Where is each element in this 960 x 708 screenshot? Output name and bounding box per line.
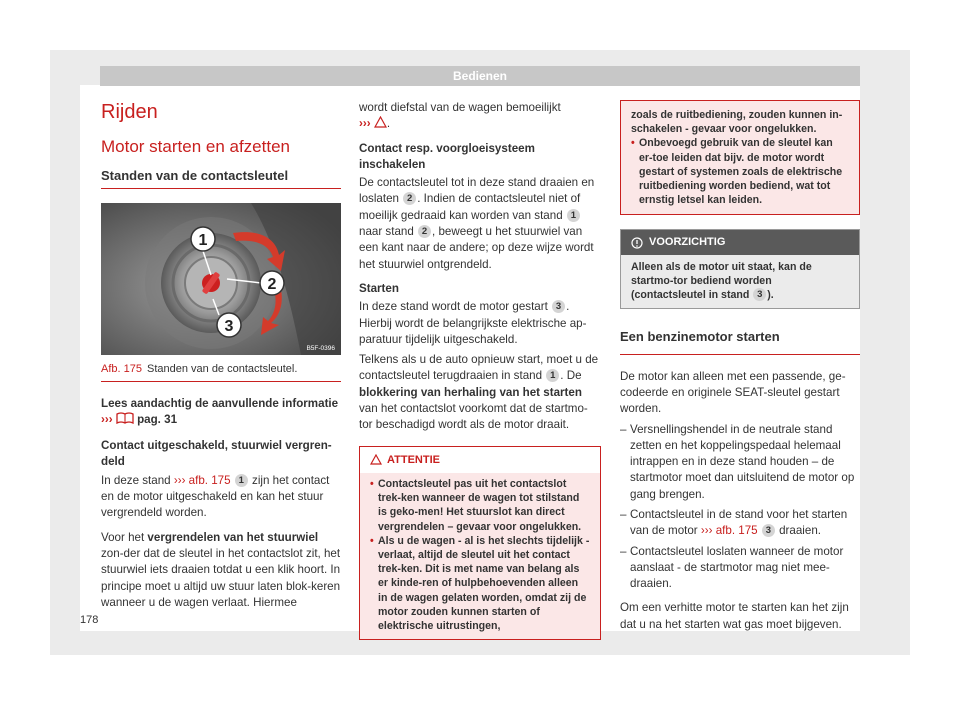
contact-on-paragraph: [359, 175, 601, 273]
p1-text-b: zijn het contact en de motor uitgeschakeld en kan het stuur vergrendeld worden.: [101, 473, 330, 520]
read-info-arrows: ›››: [101, 412, 113, 426]
section-header: Bedienen: [100, 66, 860, 86]
contact-off-paragraph: [101, 473, 341, 522]
pa-text-1: De contactsleutel tot in deze stand draaien en loslaten: [359, 176, 595, 206]
p2-text-b: zon-der dat de sleutel in het contactslot zit, het stuurwiel iets draaien totdat u een klik hoort. In principe moet u altijd uw stuur laten blok-keren wanneer u de wagen verlaat. Hiermee: [101, 546, 341, 609]
p2-bold: vergrendelen van het stuurwiel: [147, 530, 319, 544]
read-info-heading: [101, 396, 341, 429]
figure-code: B5F-0396: [306, 345, 335, 353]
step-end: draaien.: [779, 524, 821, 538]
attention-header: [360, 447, 600, 473]
warning-icon[interactable]: [374, 116, 387, 128]
attention-item: • Onbevoegd gebruik van de sleutel kan er-toe leiden dat bijv. de motor wordt gestart of systemen zoals de elektrische ruitbediening worden bediend, wat tot ernstig letsel kan leiden.: [631, 137, 843, 207]
position-badge: 3: [753, 288, 766, 301]
chapter-subtitle: Motor starten en afzetten: [101, 137, 290, 156]
caution-body: [621, 255, 859, 309]
attention-item-text: Als u de wagen - al is het slechts tijdelijk - verlaat, altijd de sleutel uit het contact trek-ken. Dit is met name van belang als er kinde-ren of hulpbehoevenden alleen in de wagen gelaten worden, omdat zij de motor zouden kunnen starten of elektrische uitrustingen,: [378, 534, 590, 632]
column-2: [359, 100, 601, 640]
closing-paragraph: Om een verhitte motor te starten kan het zijn dat u na het starten wat gas moet bijgeven.: [620, 601, 849, 631]
steering-lock-paragraph: [101, 530, 341, 611]
ps-text-2: . Hierbij wordt de belangrijkste elektrische ap-paratuur tijdelijk uitgeschakeld.: [359, 300, 587, 346]
position-badge: 1: [546, 369, 559, 382]
start-paragraph: [359, 299, 601, 348]
cont-arrows: ›››: [359, 117, 371, 131]
step-text: Contactsleutel in de stand voor het starten van de motor: [630, 508, 848, 538]
step-item: – Versnellingshendel in de neutrale stand zetten en het koppelingspedaal helemaal intrappen en in deze stand houden – de startmotor moet dan uitsluitend de motor op gang brengen.: [620, 422, 860, 503]
pt-text-3: van het contactslot voorkomt dat de startmo-tor beschadigd wordt als de motor draait.: [359, 402, 588, 432]
caution-title: VOORZICHTIG: [649, 236, 726, 249]
contact-off-heading: Contact uitgeschakeld, stuurwiel vergren-deld: [101, 439, 332, 469]
caution-box: [620, 229, 860, 309]
petrol-intro: De motor kan alleen met een passende, ge-codeerde en originele SEAT-sleutel gestart worden.: [620, 369, 846, 416]
figure-link[interactable]: ››› afb. 175: [173, 473, 231, 487]
figure-label-2: 2: [267, 276, 277, 294]
column-3: [620, 100, 860, 633]
attention-continued-box: [620, 100, 860, 215]
attention-title: ATTENTIE: [387, 453, 440, 466]
attention-item: • Contactsleutel pas uit het contactslot trek-ken wanneer de wagen tot stilstand is geko-men! Het stuurslot kan direct vergrendelen – gevaar voor ongelukken.: [370, 477, 582, 533]
pa-text-4: , beweegt u het stuurwiel van een kant naar de andere; op deze wijze wordt het stuurwiel ontgrendeld.: [359, 225, 594, 271]
caution-end: ).: [767, 289, 774, 302]
read-info-page[interactable]: pag. 31: [137, 412, 178, 426]
attention-item: • Als u de wagen - al is het slechts tijdelijk - verlaat, altijd de sleutel uit het contact trek-ken. Dit is met name van belang als er kinde-ren of hulpbehoevenden alleen in de wagen gelaten worden, omdat zij de motor zouden kunnen starten of elektrische uitrustingen,: [370, 534, 590, 632]
position-badge: 1: [567, 209, 580, 222]
warning-icon: [370, 454, 382, 465]
position-badge: 2: [418, 225, 431, 238]
figure-caption: [101, 361, 341, 381]
p1-text-a: In deze stand: [101, 473, 171, 487]
figure-caption-text: Standen van de contactsleutel.: [146, 363, 298, 376]
read-info-text: Lees aandachtig de aanvullende informatie: [101, 396, 339, 410]
chapter-title: Rijden: [101, 101, 158, 123]
figure-ref: Afb. 175: [101, 363, 142, 376]
ps-text-1: In deze stand wordt de motor gestart: [359, 300, 548, 314]
position-badge: 1: [235, 474, 248, 487]
cont-text: wordt diefstal van de wagen bemoeilijkt: [359, 101, 561, 114]
section-heading: Standen van de contactsleutel: [101, 168, 341, 189]
ignition-figure: [101, 203, 341, 355]
contact-on-heading: Contact resp. voorgloeisysteem inschakelen: [359, 141, 535, 171]
page-number: 178: [80, 614, 99, 626]
pa-text-3: naar stand: [359, 225, 414, 239]
position-badge: 2: [403, 192, 416, 205]
position-badge: 3: [762, 524, 775, 537]
pa-text-2: . Indien de contactsleutel niet of moeilijk gedraaid kan worden van stand: [359, 192, 581, 222]
pt-bold: blokkering van herhaling van het starten: [359, 385, 582, 399]
figure-link[interactable]: ››› afb. 175: [700, 524, 758, 538]
p2-text-a: Voor het: [101, 530, 145, 544]
attention-cont-text: zoals de ruitbediening, zouden kunnen in-schakelen - gevaar voor ongelukken.: [631, 109, 843, 136]
section-heading-petrol: Een benzinemotor starten: [620, 329, 860, 354]
pt-text-2: . De: [560, 369, 582, 383]
step-item: – Contactsleutel loslaten wanneer de motor aanslaat - de startmotor mag niet mee-draaien.: [620, 544, 860, 593]
book-icon: [116, 412, 134, 424]
info-circle-icon: [631, 237, 643, 249]
attention-box: [359, 446, 601, 641]
step-item: [620, 507, 860, 540]
caution-text: Alleen als de motor uit staat, kan de startmo-tor bediend worden (contactsleutel in stand: [631, 260, 812, 302]
figure-label-3: 3: [224, 318, 234, 336]
attention-body: [360, 473, 600, 639]
attention-item-text: Contactsleutel pas uit het contactslot trek-ken wanneer de wagen tot stilstand is geko-men! Het stuurslot kan direct vergrendelen – gevaar voor ongelukken.: [378, 477, 582, 533]
caution-header: [621, 230, 859, 254]
pt-text-1: Telkens als u de auto opnieuw start, moet u de contactsleutel terugdraaien in stand: [359, 353, 599, 383]
start-heading: Starten: [359, 281, 399, 295]
ignition-illustration: [101, 203, 341, 355]
attention-item-text: Onbevoegd gebruik van de sleutel kan er-toe leiden dat bijv. de motor wordt gestart of systemen zoals de elektrische ruitbediening worden bediend, wat tot ernstig letsel kan leiden.: [639, 137, 843, 207]
position-badge: 3: [552, 300, 565, 313]
continued-paragraph: wordt diefstal van de wagen bemoeilijkt ››› .: [359, 101, 561, 131]
figure-label-1: 1: [198, 232, 208, 250]
restart-paragraph: [359, 352, 601, 433]
column-1: [101, 100, 341, 611]
